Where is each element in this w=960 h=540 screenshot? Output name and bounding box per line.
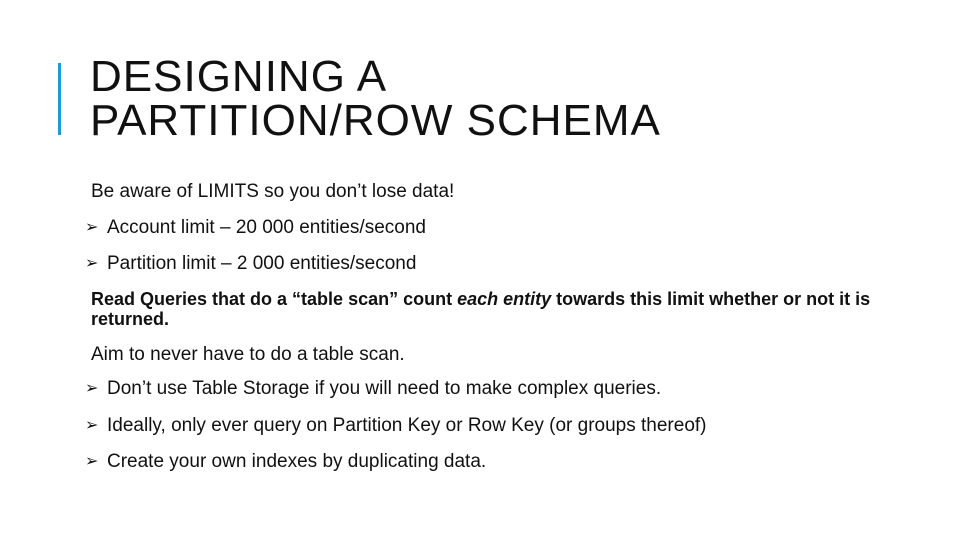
read-queries-emphasis: each entity [457,289,552,309]
intro-text: Be aware of LIMITS so you don’t lose data! [91,181,455,202]
title-accent-bar [58,63,61,135]
arrow-bullet-icon: ➢ [85,453,99,470]
arrow-bullet-icon: ➢ [85,417,99,434]
aim-text: Aim to never have to do a table scan. [91,344,405,365]
limit-text: Partition limit – 2 000 entities/second [107,253,417,274]
tip-text: Ideally, only ever query on Partition Key or Row Key (or groups thereof) [107,415,707,436]
arrow-bullet-icon: ➢ [85,380,99,397]
read-queries-part2: towards this limit whether or not it is returned. [91,289,871,329]
tip-text: Create your own indexes by duplicating data. [107,451,487,472]
read-queries-part1: Read Queries that do a “table scan” count [91,289,458,309]
arrow-bullet-icon: ➢ [85,219,99,236]
tip-bullet-indexes [85,452,486,472]
read-queries-note [91,289,871,329]
tip-bullet-complex-queries [85,379,661,399]
title-line-2: PARTITION/ROW SCHEMA [90,96,661,145]
arrow-bullet-icon: ➢ [85,255,99,272]
title-line-1: DESIGNING A [90,52,388,101]
limit-bullet-account [85,218,426,238]
limit-text: Account limit – 20 000 entities/second [107,217,426,238]
limit-bullet-partition [85,254,416,274]
tip-text: Don’t use Table Storage if you will need to make complex queries. [107,378,662,399]
tip-bullet-query-keys [85,416,707,436]
slide-title [90,52,661,145]
